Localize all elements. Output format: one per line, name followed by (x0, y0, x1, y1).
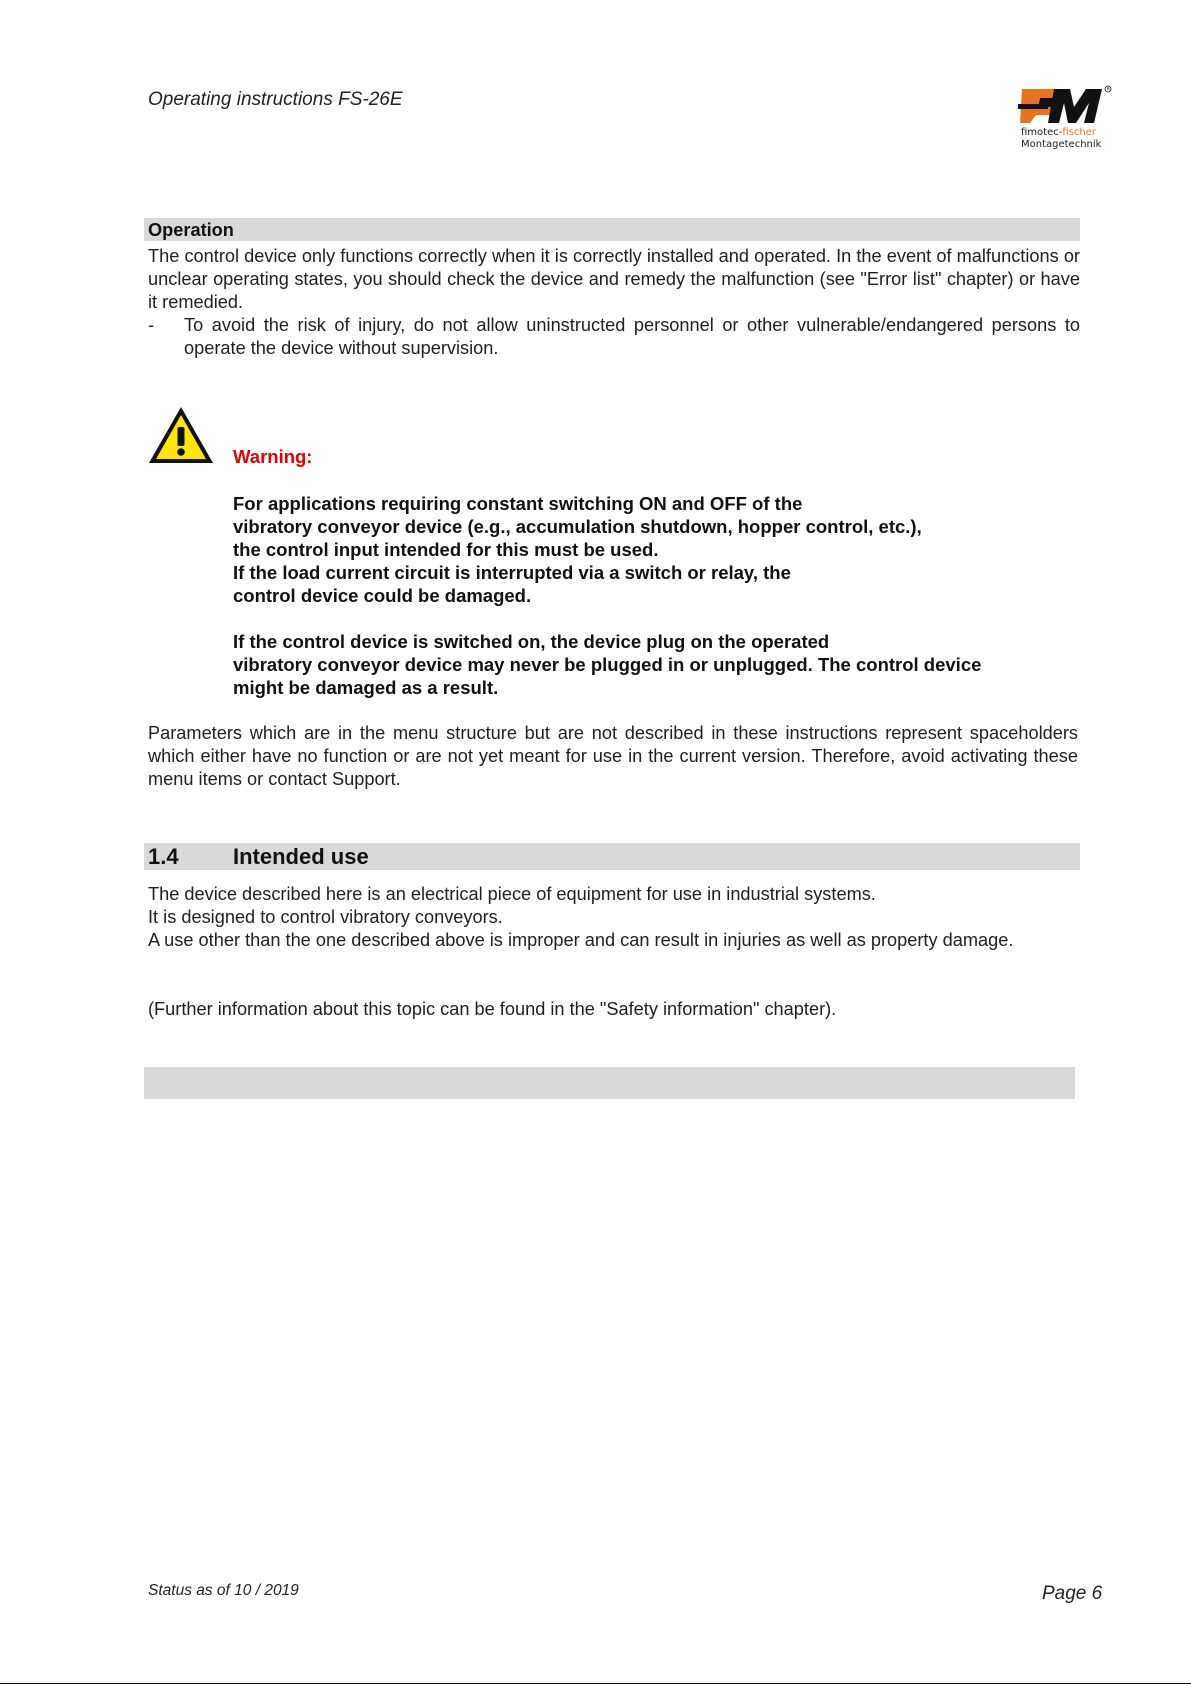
warning-label: Warning: (233, 446, 313, 467)
warning-line: If the load current circuit is interrupted via a switch or relay, the (233, 562, 791, 583)
warning-line: vibratory conveyor device (e.g., accumulation shutdown, hopper control, etc.), (233, 516, 922, 537)
warning-block-2 (233, 630, 981, 699)
warning-line: might be damaged as a result. (233, 677, 499, 698)
bullet-text: To avoid the risk of injury, do not allow uninstructed personnel or other vulnerable/endangered persons to operate the device without supervision. (184, 315, 1080, 358)
footer-status: Status as of 10 / 2019 (148, 1582, 299, 1599)
warning-line: control device could be damaged. (233, 585, 532, 606)
warning-line: For applications requiring constant switching ON and OFF of the (233, 493, 803, 514)
section-number: 1.4 (148, 844, 179, 869)
logo-brand-part1: fimotec- (1021, 127, 1063, 138)
warning-line: vibratory conveyor device may never be plugged in or unplugged. The control device (233, 654, 982, 675)
warning-line: If the control device is switched on, the device plug on the operated (233, 631, 830, 652)
logo-wordmark (1021, 127, 1101, 151)
document-title: Operating instructions FS-26E (148, 89, 403, 110)
section-title: Intended use (233, 844, 369, 869)
operation-paragraph: The control device only functions correctly when it is correctly installed and operated. In the event of malfunctions or unclear operating states, you should check the device and remedy the malfunction (see "Error list" chapter) or have it remedied. (148, 246, 1080, 312)
operation-heading-bar (144, 218, 1080, 241)
warning-line: the control input intended for this must be used. (233, 539, 659, 560)
logo-brand-line2: Montagetechnik (1021, 139, 1102, 150)
intended-use-line: The device described here is an electrical piece of equipment for use in industrial systems. (148, 884, 876, 904)
empty-heading-bar (144, 1067, 1075, 1099)
improper-use-paragraph: A use other than the one described above is improper and can result in injuries as well as property damage. (148, 930, 1014, 950)
warning-triangle-icon (147, 405, 215, 465)
bullet-marker: - (148, 315, 155, 335)
parameters-note: Parameters which are in the menu structure but are not described in these instructions represent spaceholders which either have no function or are not yet meant for use in the current version. Therefore, avoid activating these menu items or contact Support. (148, 723, 1078, 789)
further-info: (Further information about this topic can be found in the "Safety information" chapter). (148, 999, 837, 1019)
page-bottom-rule (0, 1683, 1191, 1684)
intended-use-line: It is designed to control vibratory conveyors. (148, 907, 503, 927)
operation-heading: Operation (148, 220, 234, 240)
svg-text:R: R (1106, 87, 1110, 93)
logo-brand-part2: fischer (1062, 127, 1096, 138)
warning-block-1 (233, 492, 922, 607)
page-number: Page 6 (1042, 1583, 1103, 1604)
